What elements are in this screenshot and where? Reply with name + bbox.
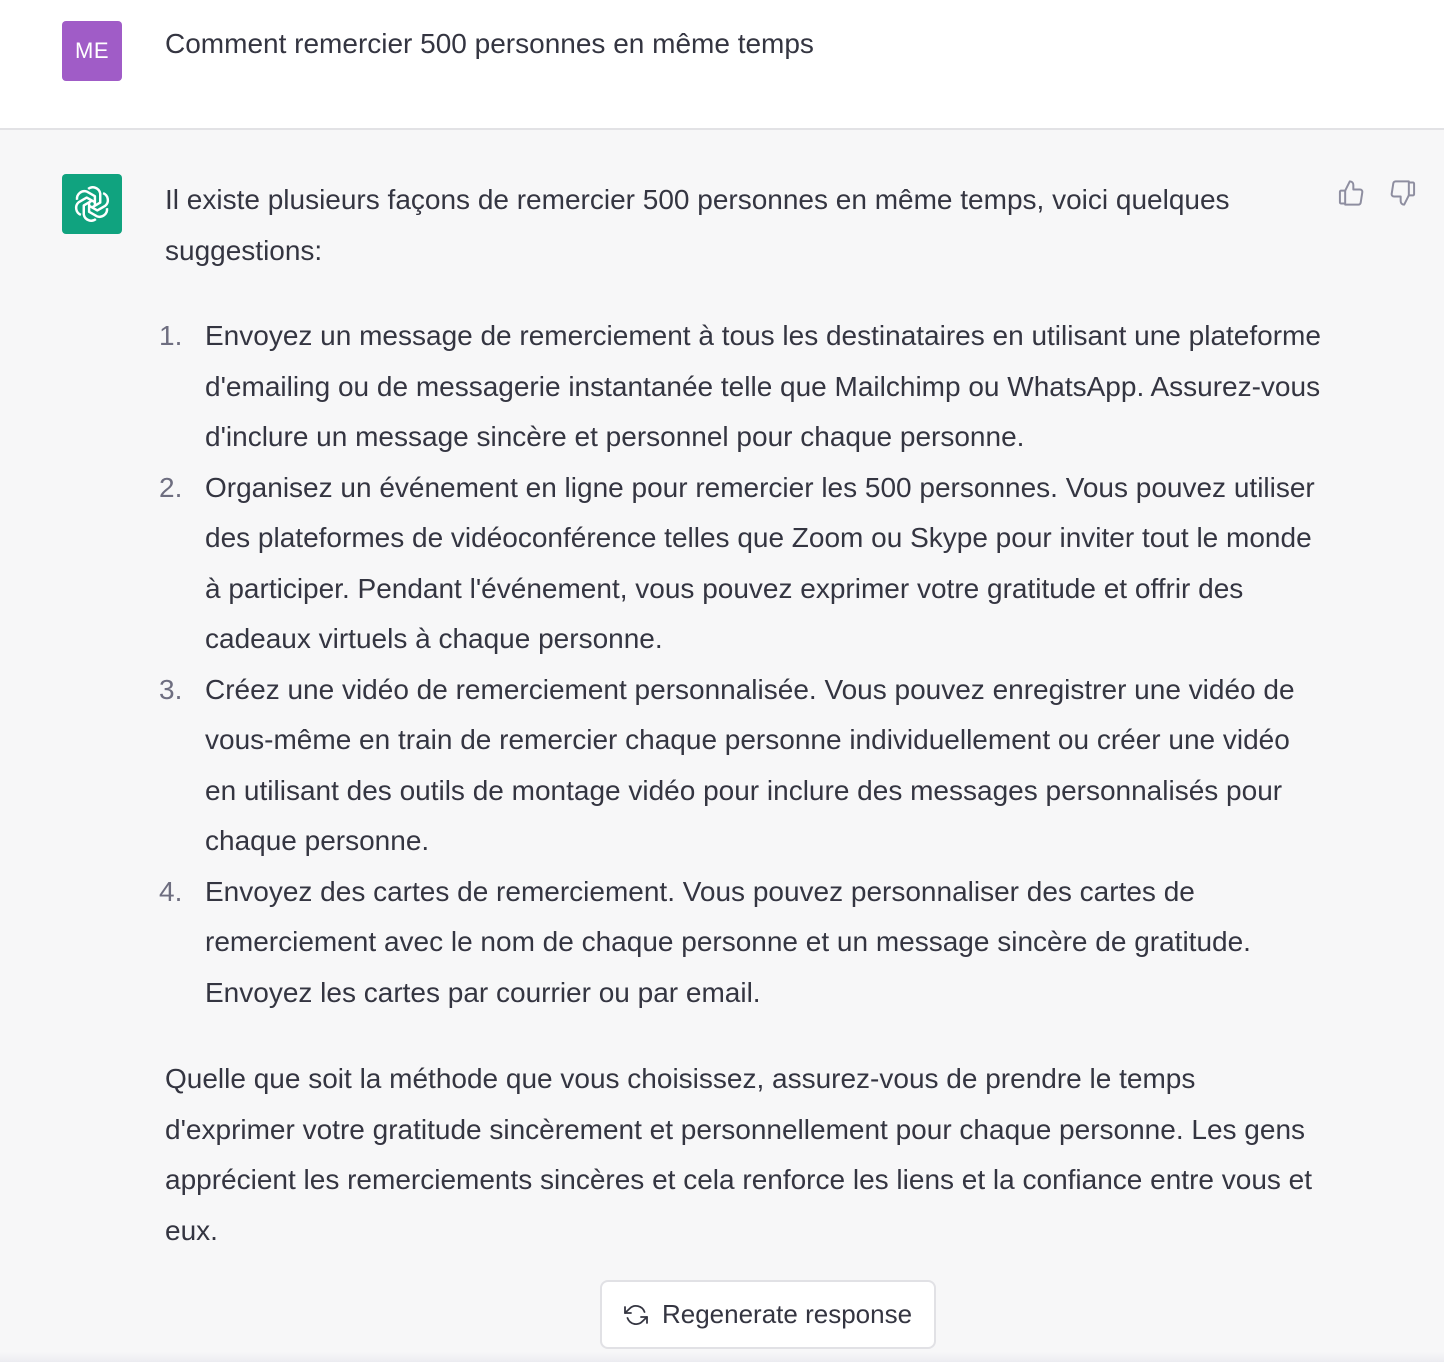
list-item-number: 1. xyxy=(159,320,183,351)
list-item-text: Créez une vidéo de remerciement personnalisée. Vous pouvez enregistrer une vidéo de vous-même en train de remercier chaque personne individuellement ou créer une vidéo en utilisant des outils de montage vidéo pour inclure des messages personnalisés pour chaque personne. xyxy=(205,673,1295,856)
assistant-avatar xyxy=(62,174,122,234)
list-item-text: Organisez un événement en ligne pour remercier les 500 personnes. Vous pouvez utiliser des plateformes de vidéoconférence telles que Zoom ou Skype pour inviter tout le monde à participer. Pendant l'événement, vous pouvez exprimer votre gratitude et offrir des cadeaux virtuels à chaque personne. xyxy=(205,471,1315,654)
list-item-text: Envoyez un message de remerciement à tous les destinataires en utilisant une plateforme d'emailing ou de messagerie instantanée telle que Mailchimp ou WhatsApp. Assurez-vous d'inclure un message sincère et personnel pour chaque personne. xyxy=(205,320,1321,452)
refresh-icon xyxy=(624,1303,648,1327)
suggestion-list xyxy=(159,311,1325,1018)
list-item xyxy=(159,867,1325,1019)
bottom-fade xyxy=(0,1352,1444,1362)
reply-intro: Il existe plusieurs façons de remercier 500 personnes en même temps, voici quelques suggestions: xyxy=(165,184,1230,266)
list-item xyxy=(159,665,1325,867)
thumbs-up-button[interactable] xyxy=(1336,178,1366,208)
list-item xyxy=(159,463,1325,665)
assistant-message-text xyxy=(159,175,1325,1256)
list-item xyxy=(159,311,1325,463)
reply-conclusion: Quelle que soit la méthode que vous choisissez, assurez-vous de prendre le temps d'exprimer votre gratitude sincèrement et personnellement pour chaque personne. Les gens apprécient les remerciements sincères et cela renforce les liens et la confiance entre vous et eux. xyxy=(165,1063,1313,1246)
list-item-text: Envoyez des cartes de remerciement. Vous pouvez personnaliser des cartes de remerciement avec le nom de chaque personne et un message sincère de gratitude. Envoyez les cartes par courrier ou par email. xyxy=(205,875,1251,1008)
feedback-buttons xyxy=(1336,178,1418,208)
list-item-number: 3. xyxy=(159,673,183,705)
thumbs-down-button[interactable] xyxy=(1388,178,1418,208)
assistant-message-row xyxy=(0,130,1444,1362)
list-item-number: 4. xyxy=(159,875,183,907)
user-avatar: ME xyxy=(62,21,122,81)
regenerate-response-button[interactable] xyxy=(600,1280,936,1349)
list-item-number: 2. xyxy=(159,471,183,503)
regenerate-response-label: Regenerate response xyxy=(661,1299,913,1329)
openai-logo-icon xyxy=(71,183,113,225)
user-message-row xyxy=(0,0,1444,130)
thumbs-up-icon xyxy=(1337,179,1365,207)
user-message-text: Comment remercier 500 personnes en même temps xyxy=(165,28,814,59)
thumbs-down-icon xyxy=(1389,179,1417,207)
